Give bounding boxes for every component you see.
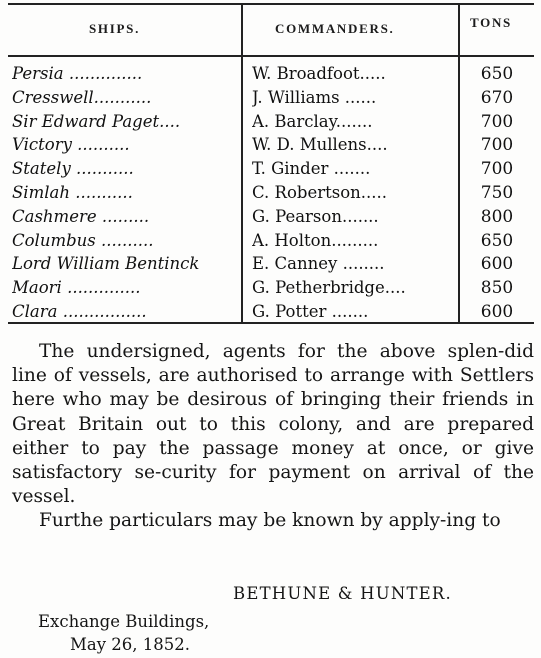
ship-name: Columbus .......... — [12, 230, 154, 250]
date-line: May 26, 1852. — [70, 635, 191, 654]
ship-name: Cashmere ......... — [12, 206, 150, 226]
ship-tons: 700 — [480, 135, 514, 156]
commander-name: G. Pearson....... — [252, 206, 379, 226]
ship-name: Clara ................ — [12, 301, 147, 321]
ship-name: Persia .............. — [12, 64, 143, 83]
commander-name: J. Williams ...... — [252, 87, 377, 107]
ship-tons: 750 — [480, 182, 514, 203]
commander-name: G. Potter ....... — [252, 301, 369, 321]
address-block — [38, 610, 209, 656]
ship-tons: 800 — [480, 206, 514, 227]
ship-tons: 650 — [480, 230, 514, 251]
table-top-rule — [8, 3, 534, 5]
notice-text — [12, 340, 534, 534]
table-header-rule — [8, 55, 534, 57]
table-row — [8, 133, 534, 157]
ship-name: Stately ........... — [12, 159, 134, 179]
ship-tons: 670 — [480, 87, 514, 108]
commander-name: E. Canney ........ — [252, 254, 385, 274]
commander-name: C. Robertson..... — [252, 182, 387, 202]
header-ships: SHIPS. — [89, 21, 141, 36]
ship-tons: 700 — [480, 111, 514, 132]
commander-name: W. D. Mullens.... — [252, 135, 388, 155]
table-body — [8, 62, 534, 324]
commander-name: T. Ginder ....... — [252, 159, 371, 179]
table-row — [8, 86, 534, 110]
ship-tons: 600 — [480, 254, 514, 275]
ship-name: Simlah ........... — [12, 182, 133, 202]
address-line: Exchange Buildings, — [38, 612, 210, 631]
ship-name: Sir Edward Paget.... — [12, 111, 181, 131]
ship-name: Maori .............. — [12, 278, 141, 298]
ship-name: Victory .......... — [12, 135, 130, 155]
table-row — [8, 110, 534, 134]
commander-name: A. Holton......... — [252, 230, 379, 250]
notice-paragraph-2: Furthe particulars may be known by apply-ing to — [39, 510, 501, 532]
ship-tons: 850 — [480, 278, 514, 299]
header-commanders: COMMANDERS. — [275, 21, 395, 36]
ship-tons: 700 — [480, 159, 514, 180]
commander-name: A. Barclay....... — [252, 111, 373, 131]
ship-tons: 600 — [480, 301, 514, 322]
table-row — [8, 300, 534, 324]
table-row — [8, 252, 534, 276]
table-row — [8, 62, 534, 86]
ship-name: Cresswell........... — [12, 87, 152, 107]
notice-paragraph-1: The undersigned, agents for the above splen-did line of vessels, are authorised to arrange with Settlers here who may be desirous of bringing their friends in Great Britain out to this colony, and are prepared either to pay the passage money at once, or give satisfactory se-curity for payment on arrival of the vessel. — [12, 341, 534, 508]
ship-tons: 650 — [480, 64, 514, 84]
commander-name: G. Petherbridge.... — [252, 278, 406, 298]
table-row — [8, 229, 534, 253]
table-row — [8, 205, 534, 229]
header-tons: TONS — [470, 15, 512, 30]
agent-signature: BETHUNE & HUNTER. — [233, 584, 452, 603]
ship-name: Lord William Bentinck — [12, 254, 200, 274]
table-row — [8, 157, 534, 181]
table-row — [8, 181, 534, 205]
table-row — [8, 276, 534, 300]
commander-name: W. Broadfoot..... — [252, 64, 386, 83]
ships-table — [8, 3, 534, 326]
